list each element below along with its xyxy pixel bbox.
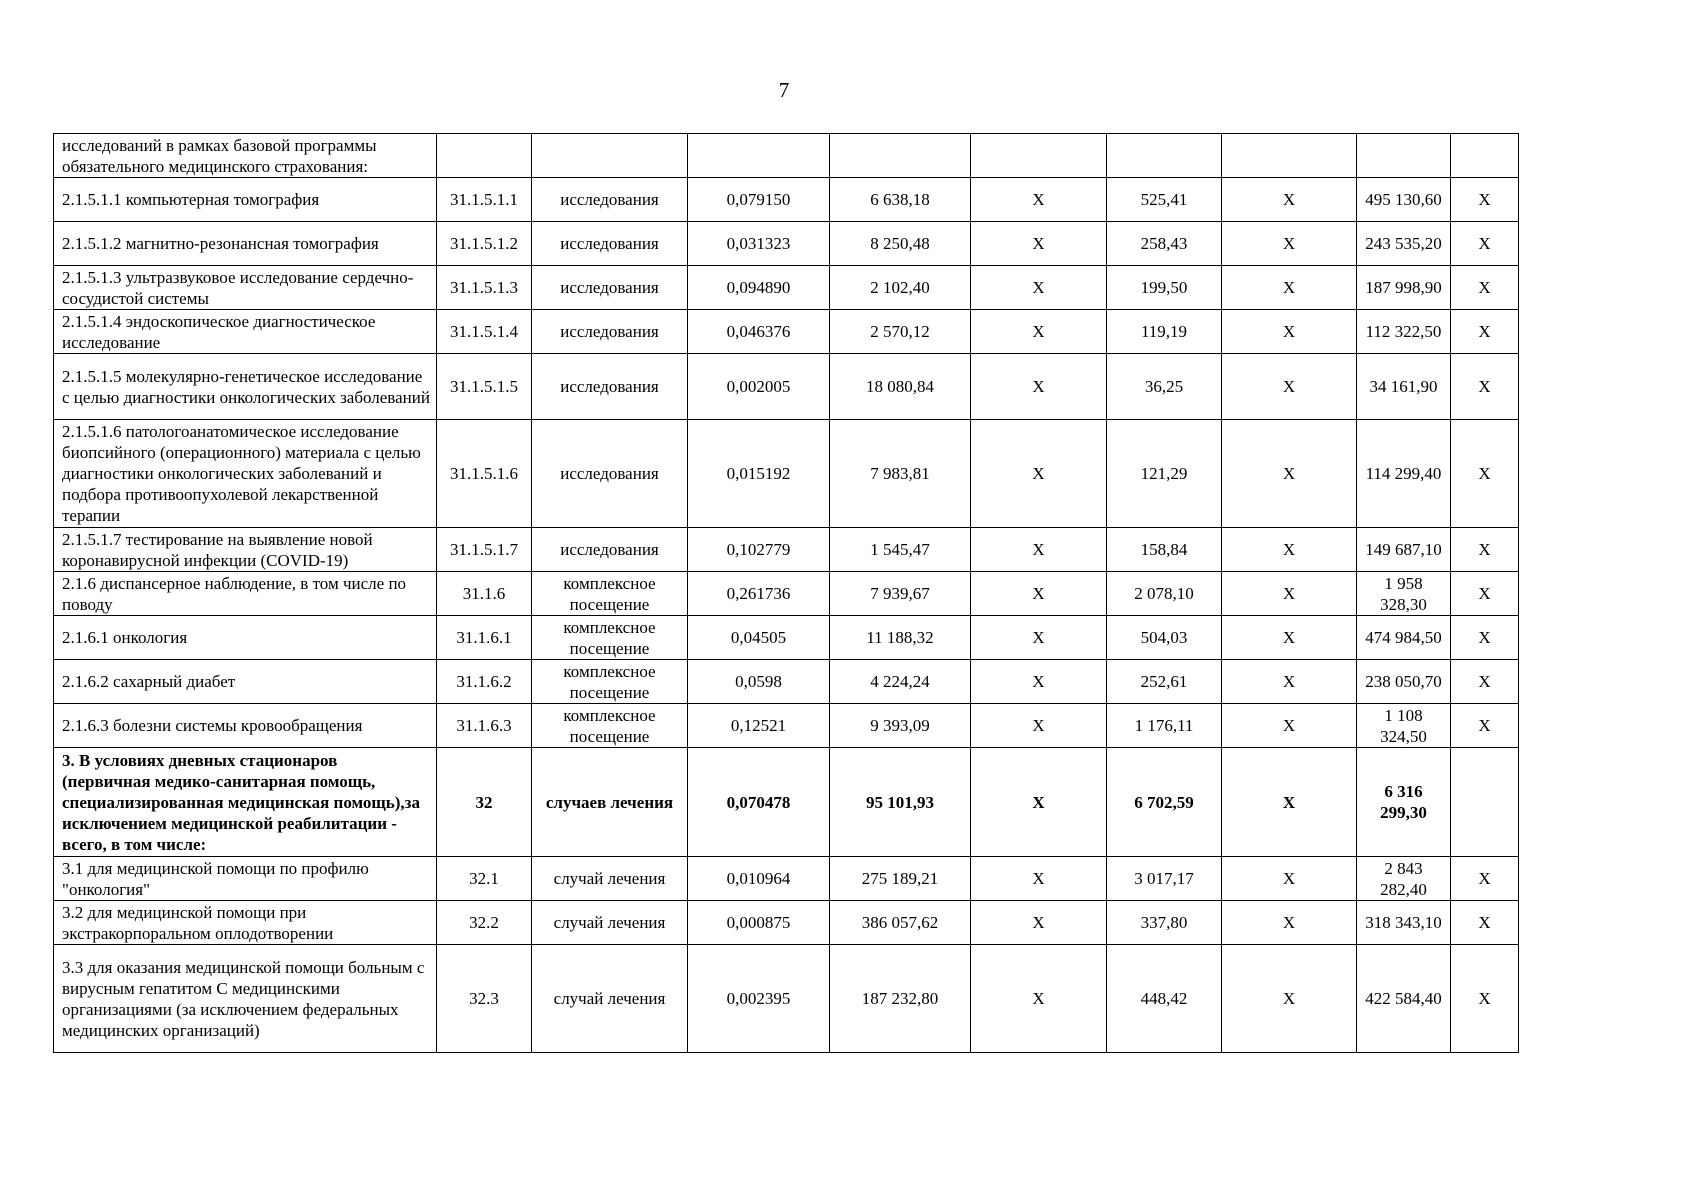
row-cost-cell: 2 570,12 [830, 310, 971, 354]
row-code-cell: 31.1.5.1.7 [437, 528, 532, 572]
row-x-marker-cell [1451, 748, 1519, 857]
row-x-marker-cell: X [971, 178, 1107, 222]
data-table [53, 133, 1519, 1053]
table-row [54, 310, 1519, 354]
row-volume-cell: 0,102779 [688, 528, 830, 572]
table-row [54, 748, 1519, 857]
row-cost-cell: 275 189,21 [830, 857, 971, 901]
row-x-marker-cell: X [971, 945, 1107, 1053]
row-volume-cell: 0,000875 [688, 901, 830, 945]
row-x-marker-cell: X [971, 857, 1107, 901]
row-x-marker-cell: X [1222, 748, 1357, 857]
row-code-cell: 31.1.5.1.2 [437, 222, 532, 266]
row-unit-cell: исследования [532, 222, 688, 266]
page-number: 7 [778, 78, 790, 102]
row-total-cell: 1 108 324,50 [1357, 704, 1451, 748]
row-unit-cell: случаев лечения [532, 748, 688, 857]
row-x-marker-cell: X [1222, 354, 1357, 420]
row-unit-cell [532, 134, 688, 178]
row-x-marker-cell: X [1222, 266, 1357, 310]
row-code-cell: 31.1.5.1.6 [437, 420, 532, 528]
row-x-marker-cell: X [971, 660, 1107, 704]
row-x-marker-cell: X [971, 266, 1107, 310]
row-per-capita-cell: 199,50 [1107, 266, 1222, 310]
row-name-cell: 2.1.6.2 сахарный диабет [54, 660, 437, 704]
row-volume-cell: 0,12521 [688, 704, 830, 748]
row-x-marker-cell: X [1451, 310, 1519, 354]
row-per-capita-cell: 121,29 [1107, 420, 1222, 528]
row-x-marker-cell: X [971, 222, 1107, 266]
row-unit-cell: комплексное посещение [532, 704, 688, 748]
row-x-marker-cell: X [1222, 704, 1357, 748]
row-code-cell: 31.1.6.3 [437, 704, 532, 748]
table-row [54, 266, 1519, 310]
row-x-marker-cell: X [1222, 857, 1357, 901]
row-unit-cell: исследования [532, 266, 688, 310]
row-total-cell: 6 316 299,30 [1357, 748, 1451, 857]
row-x-marker-cell: X [971, 354, 1107, 420]
row-name-cell: 2.1.5.1.3 ультразвуковое исследование сердечно-сосудистой системы [54, 266, 437, 310]
row-per-capita-cell: 504,03 [1107, 616, 1222, 660]
table-row [54, 528, 1519, 572]
row-name-cell: 2.1.5.1.4 эндоскопическое диагностическое исследование [54, 310, 437, 354]
row-x-marker-cell: X [971, 310, 1107, 354]
row-x-marker-cell: X [1451, 660, 1519, 704]
row-name-cell: 2.1.5.1.5 молекулярно-генетическое исследование с целью диагностики онкологических заболеваний [54, 354, 437, 420]
row-unit-cell: комплексное посещение [532, 572, 688, 616]
row-x-marker-cell: X [1451, 354, 1519, 420]
row-total-cell: 318 343,10 [1357, 901, 1451, 945]
row-x-marker-cell: X [971, 420, 1107, 528]
row-per-capita-cell: 6 702,59 [1107, 748, 1222, 857]
row-x-marker-cell: X [971, 748, 1107, 857]
row-volume-cell: 0,094890 [688, 266, 830, 310]
row-volume-cell: 0,04505 [688, 616, 830, 660]
row-x-marker-cell: X [971, 572, 1107, 616]
row-name-cell: 2.1.6.1 онкология [54, 616, 437, 660]
row-x-marker-cell: X [971, 616, 1107, 660]
row-x-marker-cell: X [1451, 420, 1519, 528]
row-name-cell: 3.3 для оказания медицинской помощи больным с вирусным гепатитом С медицинскими организациями (за исключением федеральных медицинских организаций) [54, 945, 437, 1053]
row-code-cell: 32.1 [437, 857, 532, 901]
row-name-cell: 2.1.6.3 болезни системы кровообращения [54, 704, 437, 748]
row-name-cell: 3.2 для медицинской помощи при экстракорпоральном оплодотворении [54, 901, 437, 945]
row-volume-cell: 0,070478 [688, 748, 830, 857]
row-cost-cell: 1 545,47 [830, 528, 971, 572]
row-per-capita-cell: 1 176,11 [1107, 704, 1222, 748]
row-volume-cell: 0,031323 [688, 222, 830, 266]
row-code-cell: 32 [437, 748, 532, 857]
row-total-cell: 149 687,10 [1357, 528, 1451, 572]
row-total-cell: 187 998,90 [1357, 266, 1451, 310]
row-volume-cell [688, 134, 830, 178]
table-row [54, 420, 1519, 528]
row-volume-cell: 0,046376 [688, 310, 830, 354]
table-row [54, 616, 1519, 660]
row-code-cell: 31.1.5.1.5 [437, 354, 532, 420]
row-x-marker-cell: X [1222, 901, 1357, 945]
row-x-marker-cell [971, 134, 1107, 178]
row-total-cell: 34 161,90 [1357, 354, 1451, 420]
row-cost-cell: 8 250,48 [830, 222, 971, 266]
row-total-cell: 112 322,50 [1357, 310, 1451, 354]
row-x-marker-cell: X [1222, 222, 1357, 266]
row-cost-cell: 2 102,40 [830, 266, 971, 310]
row-x-marker-cell: X [971, 528, 1107, 572]
row-per-capita-cell: 36,25 [1107, 354, 1222, 420]
row-x-marker-cell: X [1451, 704, 1519, 748]
row-x-marker-cell: X [1451, 901, 1519, 945]
row-code-cell: 31.1.6.2 [437, 660, 532, 704]
row-volume-cell: 0,079150 [688, 178, 830, 222]
row-unit-cell: исследования [532, 420, 688, 528]
row-per-capita-cell: 258,43 [1107, 222, 1222, 266]
row-per-capita-cell [1107, 134, 1222, 178]
row-total-cell: 243 535,20 [1357, 222, 1451, 266]
row-per-capita-cell: 252,61 [1107, 660, 1222, 704]
row-x-marker-cell: X [1451, 528, 1519, 572]
row-x-marker-cell: X [971, 704, 1107, 748]
table-row [54, 134, 1519, 178]
row-per-capita-cell: 337,80 [1107, 901, 1222, 945]
row-code-cell: 31.1.5.1.1 [437, 178, 532, 222]
row-name-cell: 2.1.5.1.2 магнитно-резонансная томография [54, 222, 437, 266]
row-cost-cell: 18 080,84 [830, 354, 971, 420]
row-code-cell [437, 134, 532, 178]
row-x-marker-cell: X [1451, 945, 1519, 1053]
row-x-marker-cell: X [1222, 420, 1357, 528]
row-code-cell: 32.2 [437, 901, 532, 945]
row-name-cell: 3.1 для медицинской помощи по профилю "онкология" [54, 857, 437, 901]
row-volume-cell: 0,002395 [688, 945, 830, 1053]
table-row [54, 704, 1519, 748]
row-x-marker-cell: X [1222, 528, 1357, 572]
row-name-cell: 2.1.5.1.6 патологоанатомическое исследование биопсийного (операционного) материала с целью диагностики онкологических заболеваний и подбора противоопухолевой лекарственной терапии [54, 420, 437, 528]
table-row [54, 660, 1519, 704]
row-x-marker-cell: X [1222, 310, 1357, 354]
row-unit-cell: случай лечения [532, 901, 688, 945]
row-x-marker-cell: X [1222, 616, 1357, 660]
row-x-marker-cell [1451, 134, 1519, 178]
row-cost-cell: 7 983,81 [830, 420, 971, 528]
row-cost-cell: 187 232,80 [830, 945, 971, 1053]
row-total-cell: 114 299,40 [1357, 420, 1451, 528]
row-name-cell: 3. В условиях дневных стационаров (первичная медико-санитарная помощь, специализированная медицинская помощь),за исключением медицинской реабилитации - всего, в том числе: [54, 748, 437, 857]
row-unit-cell: исследования [532, 528, 688, 572]
row-cost-cell: 95 101,93 [830, 748, 971, 857]
row-unit-cell: исследования [532, 178, 688, 222]
row-x-marker-cell: X [1451, 266, 1519, 310]
row-cost-cell [830, 134, 971, 178]
row-x-marker-cell: X [1451, 616, 1519, 660]
row-code-cell: 32.3 [437, 945, 532, 1053]
row-code-cell: 31.1.6 [437, 572, 532, 616]
row-volume-cell: 0,010964 [688, 857, 830, 901]
row-per-capita-cell: 448,42 [1107, 945, 1222, 1053]
row-x-marker-cell: X [971, 901, 1107, 945]
row-cost-cell: 7 939,67 [830, 572, 971, 616]
row-name-cell: исследований в рамках базовой программы обязательного медицинского страхования: [54, 134, 437, 178]
row-x-marker-cell: X [1222, 945, 1357, 1053]
row-unit-cell: случай лечения [532, 857, 688, 901]
table-row [54, 857, 1519, 901]
row-volume-cell: 0,015192 [688, 420, 830, 528]
row-total-cell: 2 843 282,40 [1357, 857, 1451, 901]
row-name-cell: 2.1.5.1.7 тестирование на выявление новой коронавирусной инфекции (COVID-19) [54, 528, 437, 572]
row-x-marker-cell: X [1451, 178, 1519, 222]
row-unit-cell: комплексное посещение [532, 660, 688, 704]
row-total-cell: 422 584,40 [1357, 945, 1451, 1053]
row-code-cell: 31.1.6.1 [437, 616, 532, 660]
row-x-marker-cell: X [1451, 572, 1519, 616]
row-per-capita-cell: 525,41 [1107, 178, 1222, 222]
row-x-marker-cell: X [1222, 660, 1357, 704]
row-cost-cell: 4 224,24 [830, 660, 971, 704]
row-cost-cell: 386 057,62 [830, 901, 971, 945]
row-unit-cell: случай лечения [532, 945, 688, 1053]
row-unit-cell: комплексное посещение [532, 616, 688, 660]
row-code-cell: 31.1.5.1.4 [437, 310, 532, 354]
row-x-marker-cell: X [1222, 178, 1357, 222]
row-name-cell: 2.1.5.1.1 компьютерная томография [54, 178, 437, 222]
row-code-cell: 31.1.5.1.3 [437, 266, 532, 310]
table-row [54, 945, 1519, 1053]
row-per-capita-cell: 3 017,17 [1107, 857, 1222, 901]
row-x-marker-cell: X [1451, 222, 1519, 266]
row-unit-cell: исследования [532, 354, 688, 420]
row-unit-cell: исследования [532, 310, 688, 354]
table-row [54, 901, 1519, 945]
row-volume-cell: 0,0598 [688, 660, 830, 704]
table-row [54, 178, 1519, 222]
row-total-cell: 495 130,60 [1357, 178, 1451, 222]
row-per-capita-cell: 158,84 [1107, 528, 1222, 572]
table-row [54, 222, 1519, 266]
row-x-marker-cell [1222, 134, 1357, 178]
row-x-marker-cell: X [1222, 572, 1357, 616]
row-volume-cell: 0,002005 [688, 354, 830, 420]
row-per-capita-cell: 119,19 [1107, 310, 1222, 354]
row-name-cell: 2.1.6 диспансерное наблюдение, в том числе по поводу [54, 572, 437, 616]
row-x-marker-cell: X [1451, 857, 1519, 901]
row-cost-cell: 9 393,09 [830, 704, 971, 748]
row-total-cell: 474 984,50 [1357, 616, 1451, 660]
table-row [54, 572, 1519, 616]
row-volume-cell: 0,261736 [688, 572, 830, 616]
row-per-capita-cell: 2 078,10 [1107, 572, 1222, 616]
row-cost-cell: 6 638,18 [830, 178, 971, 222]
row-total-cell [1357, 134, 1451, 178]
row-cost-cell: 11 188,32 [830, 616, 971, 660]
row-total-cell: 1 958 328,30 [1357, 572, 1451, 616]
row-total-cell: 238 050,70 [1357, 660, 1451, 704]
table-row [54, 354, 1519, 420]
